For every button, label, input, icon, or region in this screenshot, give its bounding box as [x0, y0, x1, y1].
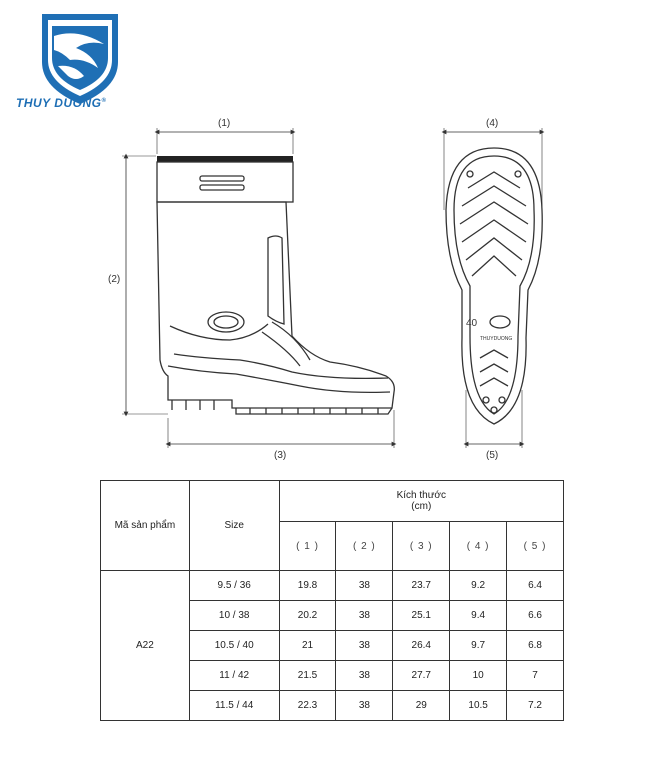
header-dim-2: ( 2 ) — [336, 522, 393, 571]
value-cell: 21.5 — [279, 661, 336, 691]
value-cell: 10.5 — [450, 691, 507, 721]
value-cell: 9.4 — [450, 601, 507, 631]
value-cell: 25.1 — [393, 601, 450, 631]
dim-label-3: (3) — [274, 450, 287, 461]
table-row — [101, 571, 564, 601]
value-cell: 21 — [279, 631, 336, 661]
value-cell: 27.7 — [393, 661, 450, 691]
header-product-code: Mã sản phẩm — [101, 481, 190, 571]
value-cell: 6.6 — [507, 601, 564, 631]
dim-label-2: (2) — [108, 274, 121, 285]
value-cell: 23.7 — [393, 571, 450, 601]
size-cell: 11.5 / 44 — [189, 691, 279, 721]
size-cell: 10.5 / 40 — [189, 631, 279, 661]
size-cell: 10 / 38 — [189, 601, 279, 631]
size-spec-table — [100, 480, 564, 721]
value-cell: 10 — [450, 661, 507, 691]
size-cell: 9.5 / 36 — [189, 571, 279, 601]
boot-sole-view — [446, 148, 542, 424]
value-cell: 38 — [336, 601, 393, 631]
header-dim-3: ( 3 ) — [393, 522, 450, 571]
value-cell: 38 — [336, 631, 393, 661]
sole-brand-mark: THUYDUONG — [480, 336, 513, 342]
boot-side-view — [157, 156, 394, 414]
brand-name: THUY DUONG® — [16, 96, 107, 110]
value-cell: 9.2 — [450, 571, 507, 601]
header-dimensions: Kích thước (cm) — [279, 481, 563, 522]
value-cell: 6.8 — [507, 631, 564, 661]
shield-eagle-logo-icon — [18, 10, 143, 110]
value-cell: 7 — [507, 661, 564, 691]
value-cell: 38 — [336, 661, 393, 691]
value-cell: 19.8 — [279, 571, 336, 601]
value-cell: 6.4 — [507, 571, 564, 601]
product-code-cell: A22 — [101, 571, 190, 721]
value-cell: 20.2 — [279, 601, 336, 631]
boot-technical-drawing — [0, 110, 650, 465]
value-cell: 7.2 — [507, 691, 564, 721]
size-cell: 11 / 42 — [189, 661, 279, 691]
value-cell: 26.4 — [393, 631, 450, 661]
header-dim-4: ( 4 ) — [450, 522, 507, 571]
value-cell: 38 — [336, 691, 393, 721]
dim-label-4: (4) — [486, 118, 499, 129]
value-cell: 22.3 — [279, 691, 336, 721]
value-cell: 38 — [336, 571, 393, 601]
header-dim-5: ( 5 ) — [507, 522, 564, 571]
sole-size-mark: 40 — [466, 318, 478, 329]
dim-label-5: (5) — [486, 450, 499, 461]
header-dim-1: ( 1 ) — [279, 522, 336, 571]
value-cell: 9.7 — [450, 631, 507, 661]
header-size: Size — [189, 481, 279, 571]
value-cell: 29 — [393, 691, 450, 721]
dim-label-1: (1) — [218, 118, 231, 129]
